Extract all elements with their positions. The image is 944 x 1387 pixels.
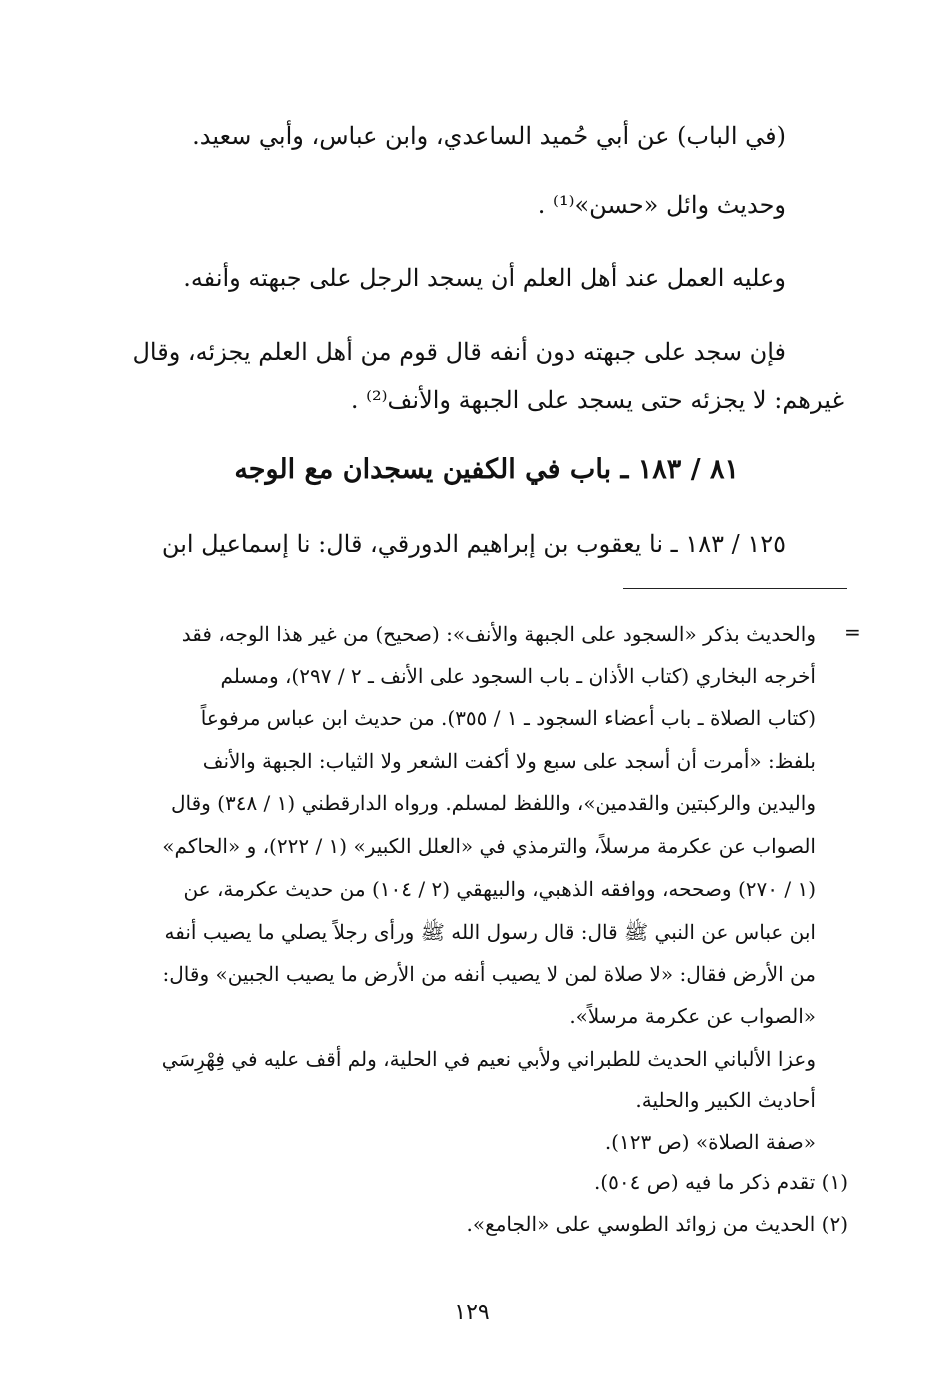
main-text-line: (في الباب) عن أبي حُميد الساعدي، وابن عباس، وأبي سعيد. [192, 122, 786, 150]
footnote-line: واليدين والركبتين والقدمين»، واللفظ لمسلم. ورواه الدارقطني (١ / ٣٤٨) وقال [170, 791, 816, 815]
footnote-line: من الأرض فقال: «لا صلاة لمن لا يصيب أنفه من الأرض ما يصيب الجبين» وقال: [162, 962, 816, 986]
footnote-line: بلفظ: «أمرت أن أسجد على سبع ولا أكفت الشعر ولا الثياب: الجبهة والأنف [202, 749, 816, 773]
footnote-line: وعزا الألباني الحديث للطبراني ولأبي نعيم في الحلية، ولم أقف عليه في فِهْرِسَي [161, 1047, 816, 1071]
footnote-line: «صفة الصلاة» (ص ١٢٣). [604, 1130, 816, 1154]
main-text-line: فإن سجد على جبهته دون أنفه قال قوم من أهل العلم يجزئه، وقال [132, 338, 786, 366]
footnote-line: «الصواب عن عكرمة مرسلاً». [569, 1004, 816, 1028]
page-number: ١٢٩ [454, 1300, 490, 1325]
footnote-line: (كتاب الصلاة ـ باب أعضاء السجود ـ ١ / ٣٥٥). من حديث ابن عباس مرفوعاً [200, 706, 816, 730]
footnote-line: أحاديث الكبير والحلية. [635, 1088, 816, 1112]
main-text-line: وعليه العمل عند أهل العلم أن يسجد الرجل على جبهته وأنفه. [183, 264, 786, 292]
chapter-heading: ٨١ / ١٨٣ ـ باب في الكفين يسجدان مع الوجه [234, 454, 739, 485]
footnote-line: والحديث بذكر «السجود على الجبهة والأنف»: (صحيح) من غير هذا الوجه، فقد [181, 622, 816, 646]
footnote-2: (٢) الحديث من زوائد الطوسي على «الجامع». [466, 1212, 848, 1236]
footnote-line: ابن عباس عن النبي ﷺ قال: قال رسول الله ﷺ ورأى رجلاً يصلي ما يصيب أنفه [164, 920, 816, 944]
hadith-text-line: ١٢٥ / ١٨٣ ـ نا يعقوب بن إبراهيم الدورقي، قال: نا إسماعيل ابن [161, 530, 786, 558]
footnote-line: (١ / ٢٧٠) وصححه، ووافقه الذهبي، والبيهقي (٢ / ١٠٤) من حديث عكرمة، عن [183, 877, 816, 901]
footnote-line: الصواب عن عكرمة مرسلاً، والترمذي في «العلل الكبير» (١ / ٢٢٢)، و «الحاكم» [162, 834, 816, 858]
footnote-line: أخرجه البخاري (كتاب الأذان ـ باب السجود على الأنف ـ ٢ / ٢٩٧)، ومسلم [220, 664, 816, 688]
footnote-1: (١) تقدم ذكر ما فيه (ص ٥٠٤). [593, 1170, 848, 1194]
continuation-marker: = [844, 620, 861, 644]
main-text-line: وحديث وائل «حسن»⁽¹⁾ . [537, 191, 786, 219]
footnote-separator [623, 588, 847, 589]
main-text-line: غيرهم: لا يجزئه حتى يسجد على الجبهة والأنف⁽²⁾ . [350, 386, 844, 414]
